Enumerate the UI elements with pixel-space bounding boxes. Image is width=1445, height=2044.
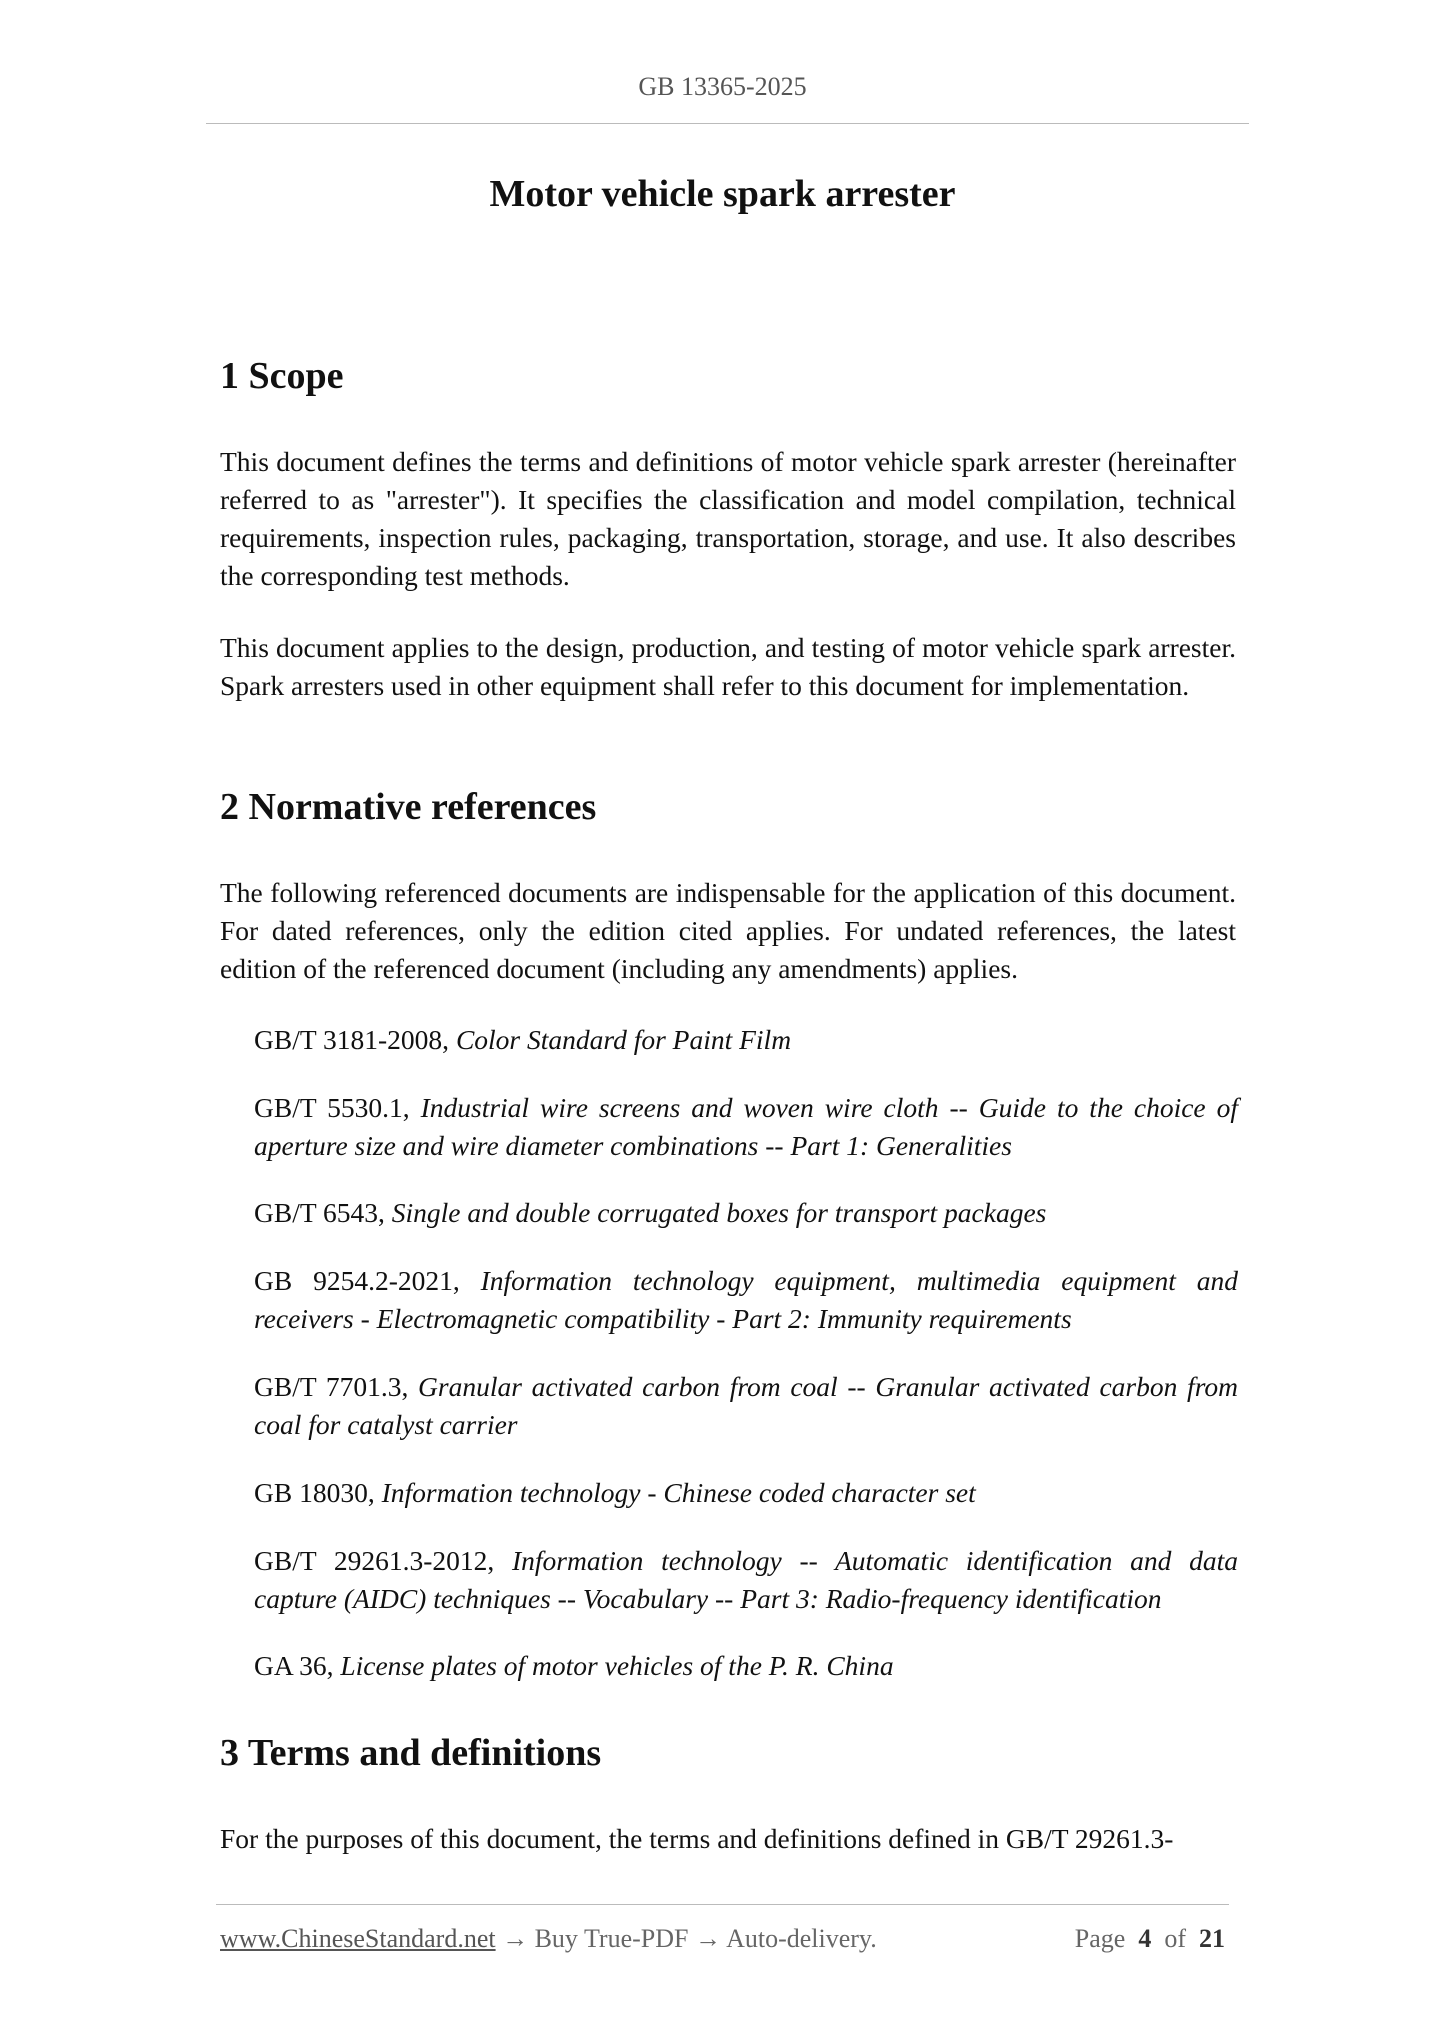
reference-title: Single and double corrugated boxes for transport packages bbox=[391, 1197, 1047, 1228]
page-indicator bbox=[1075, 1924, 1225, 1954]
arrow-right-icon: → bbox=[688, 1924, 727, 1953]
reference-item bbox=[254, 1368, 1238, 1444]
reference-code: GA 36, bbox=[254, 1650, 341, 1681]
reference-item bbox=[254, 1474, 1238, 1512]
reference-code: GB/T 6543, bbox=[254, 1197, 392, 1228]
reference-item bbox=[254, 1542, 1238, 1618]
document-title: Motor vehicle spark arrester bbox=[489, 173, 956, 215]
scope-paragraph-1: This document defines the terms and definitions of motor vehicle spark arrester (hereinafter referred to as "arrester"). It specifies the classification and model compilation, technical requirements, inspection rules, packaging, transportation, storage, and use. It also describes the corresponding test methods. bbox=[220, 446, 1236, 591]
header-standard-code: GB 13365-2025 bbox=[638, 72, 807, 101]
page-of-label: of bbox=[1164, 1924, 1186, 1953]
section-heading-normative-references: 2 Normative references bbox=[220, 786, 597, 828]
reference-code: GB/T 3181-2008, bbox=[254, 1024, 456, 1055]
reference-title: Granular activated carbon from coal -- Granular activated carbon from coal for catalyst carrier bbox=[254, 1371, 1238, 1440]
footer-promo bbox=[220, 1924, 877, 1954]
page-label: Page bbox=[1074, 1924, 1126, 1953]
section-heading-scope: 1 Scope bbox=[220, 355, 344, 397]
scope-paragraph-2: This document applies to the design, production, and testing of motor vehicle spark arrester. Spark arresters used in other equipment shall refer to this document for implementation. bbox=[220, 632, 1236, 701]
normative-references-intro: The following referenced documents are indispensable for the application of this document. For dated references, only the edition cited applies. For undated references, the latest edition of the referenced document (including any amendments) applies. bbox=[220, 877, 1236, 984]
arrow-right-icon: → bbox=[495, 1924, 535, 1953]
reference-title: Information technology -- Automatic identification and data capture (AIDC) techniques -- Vocabulary -- Part 3: Radio-frequency identification bbox=[254, 1545, 1238, 1614]
reference-item bbox=[254, 1089, 1238, 1165]
terms-paragraph-1: For the purposes of this document, the terms and definitions defined in GB/T 29261.3- bbox=[220, 1823, 1174, 1854]
reference-item bbox=[254, 1194, 1238, 1232]
reference-code: GB/T 29261.3-2012, bbox=[254, 1545, 512, 1576]
reference-code: GB/T 7701.3, bbox=[254, 1371, 419, 1402]
page-total: 21 bbox=[1199, 1924, 1225, 1953]
reference-code: GB 18030, bbox=[254, 1477, 382, 1508]
reference-code: GB 9254.2-2021, bbox=[254, 1265, 481, 1296]
reference-code: GB/T 5530.1, bbox=[254, 1092, 421, 1123]
page-current: 4 bbox=[1138, 1924, 1152, 1953]
footer-divider bbox=[216, 1904, 1229, 1905]
reference-title: Industrial wire screens and woven wire cloth -- Guide to the choice of aperture size and wire diameter combinations -- Part 1: Generalities bbox=[254, 1092, 1238, 1161]
buy-pdf-text: Buy True-PDF bbox=[534, 1924, 689, 1953]
reference-title: Color Standard for Paint Film bbox=[455, 1024, 792, 1055]
section-heading-terms-and-definitions: 3 Terms and definitions bbox=[220, 1732, 602, 1774]
reference-title: Information technology - Chinese coded character set bbox=[381, 1477, 976, 1508]
header-divider bbox=[206, 123, 1249, 124]
reference-item bbox=[254, 1262, 1238, 1338]
reference-item bbox=[254, 1021, 1238, 1059]
reference-title: Information technology equipment, multimedia equipment and receivers - Electromagnetic compatibility - Part 2: Immunity requirements bbox=[254, 1265, 1238, 1334]
auto-delivery-text: Auto-delivery. bbox=[726, 1924, 877, 1953]
reference-item bbox=[254, 1647, 1238, 1685]
reference-title: License plates of motor vehicles of the P. R. China bbox=[340, 1650, 894, 1681]
website-link[interactable]: www.ChineseStandard.net bbox=[220, 1924, 496, 1953]
